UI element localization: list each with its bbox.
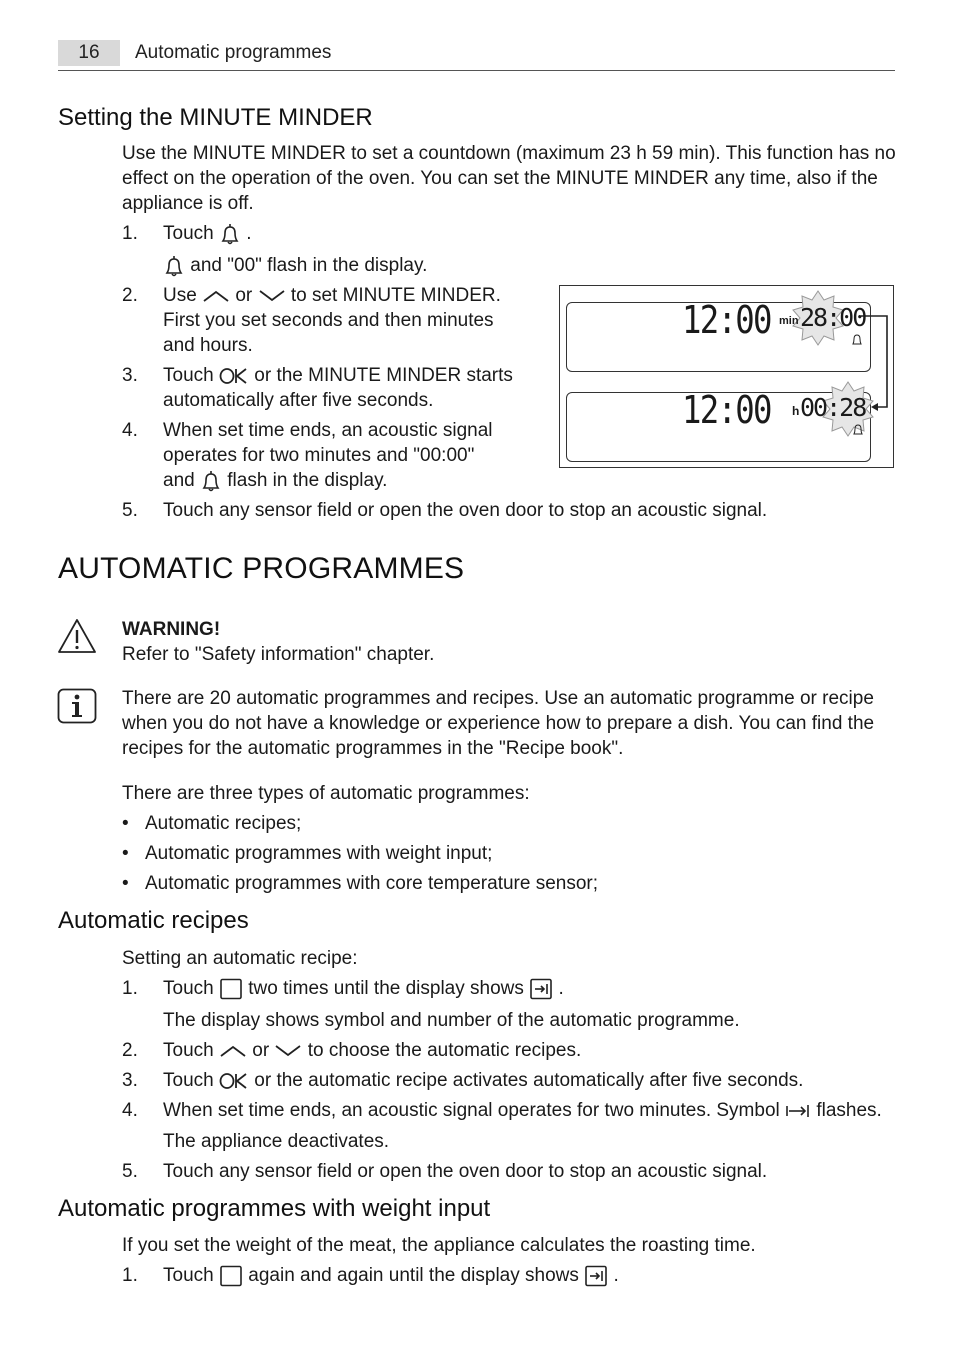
recipes-intro: Setting an automatic recipe: <box>122 948 358 969</box>
countdown-readout: 28:00 <box>800 303 866 332</box>
info-text-1: There are 20 automatic programmes and recipes. Use an automatic programme or recipe <box>122 688 874 709</box>
minute-minder-heading: Setting the MINUTE MINDER <box>58 104 373 131</box>
warning-label: WARNING! <box>122 619 221 640</box>
warning-icon <box>57 618 97 659</box>
step-number: 3. <box>122 1070 138 1091</box>
list-item-line: automatically after five seconds. <box>163 390 434 411</box>
list-item-line: First you set seconds and then minutes <box>163 310 494 331</box>
step-number: 5. <box>122 1161 138 1182</box>
list-item-line: and hours. <box>163 335 253 356</box>
step-number: 4. <box>122 420 138 441</box>
unit-label: h <box>792 404 800 418</box>
list-item-detail: The display shows symbol and number of the automatic programme. <box>163 1010 740 1031</box>
bullet-item: • Automatic programmes with weight input; <box>122 843 493 864</box>
list-item: Touch or to choose the automatic recipes. <box>163 1040 582 1061</box>
types-intro: There are three types of automatic programmes: <box>122 783 530 804</box>
step-number: 4. <box>122 1100 138 1121</box>
page-number: 16 <box>58 40 120 66</box>
down-arrow-icon <box>258 289 286 303</box>
list-item-line: When set time ends, an acoustic signal <box>163 420 493 441</box>
warning-text: Refer to "Safety information" chapter. <box>122 644 435 665</box>
list-item: Touch or the MINUTE MINDER starts <box>163 365 513 386</box>
minute-minder-intro-2: effect on the operation of the oven. You can set the MINUTE MINDER any time, also if the <box>122 168 878 189</box>
running-header: Automatic programmes <box>135 42 332 63</box>
step-number: 1. <box>122 978 138 999</box>
bullet-item: • Automatic programmes with core temperature sensor; <box>122 873 599 894</box>
step-number: 2. <box>122 285 138 306</box>
programme-end-icon <box>785 1103 811 1119</box>
minute-minder-intro-1: Use the MINUTE MINDER to set a countdown (maximum 23 h 59 min). This function has no <box>122 143 896 164</box>
step-number: 2. <box>122 1040 138 1061</box>
programme-icon <box>529 978 553 1000</box>
list-item-detail: and "00" flash in the display. <box>163 253 427 278</box>
step-number: 1. <box>122 223 138 244</box>
header-rule <box>58 70 895 71</box>
weight-input-heading: Automatic programmes with weight input <box>58 1195 491 1222</box>
bell-icon <box>219 222 241 246</box>
list-item-line: operates for two minutes and "00:00" <box>163 445 475 466</box>
up-arrow-icon <box>202 289 230 303</box>
list-item: Touch any sensor field or open the oven door to stop an acoustic signal. <box>163 500 768 521</box>
list-item: When set time ends, an acoustic signal operates for two minutes. Symbol flashes. <box>163 1100 882 1121</box>
programme-icon <box>584 1265 608 1287</box>
display-illustration <box>559 285 894 468</box>
info-text-2: when you do not have a knowledge or experience how to prepare a dish. You can find the <box>122 713 875 734</box>
info-text-3: recipes for the automatic programmes in the "Recipe book". <box>122 738 624 759</box>
bullet-item: • Automatic recipes; <box>122 813 302 834</box>
bell-icon <box>200 469 222 493</box>
clock-readout: 12:00 <box>682 298 771 342</box>
unit-label: min <box>779 315 799 327</box>
list-item: Touch any sensor field or open the oven door to stop an acoustic signal. <box>163 1161 768 1182</box>
list-item: Touch again and again until the display shows . <box>163 1265 619 1286</box>
list-item: Touch or the automatic recipe activates automatically after five seconds. <box>163 1070 804 1091</box>
square-button-icon <box>219 978 243 1000</box>
list-item-line: and flash in the display. <box>163 470 388 491</box>
clock-readout: 12:00 <box>682 388 771 432</box>
down-arrow-icon <box>274 1044 302 1058</box>
bell-icon <box>163 254 185 278</box>
list-item: Touch two times until the display shows . <box>163 978 564 999</box>
step-number: 1. <box>122 1265 138 1286</box>
section-heading: AUTOMATIC PROGRAMMES <box>58 552 465 585</box>
automatic-recipes-heading: Automatic recipes <box>58 907 249 934</box>
weight-intro: If you set the weight of the meat, the appliance calculates the roasting time. <box>122 1235 756 1256</box>
up-arrow-icon <box>219 1044 247 1058</box>
step-number: 3. <box>122 365 138 386</box>
minute-minder-intro-3: appliance is off. <box>122 193 254 214</box>
ok-icon <box>219 367 249 385</box>
square-button-icon <box>219 1265 243 1287</box>
countdown-readout: 00:28 <box>800 393 866 422</box>
list-item: Touch . <box>163 223 252 244</box>
list-item: Use or to set MINUTE MINDER. <box>163 285 501 306</box>
step-number: 5. <box>122 500 138 521</box>
ok-icon <box>219 1072 249 1090</box>
list-item-detail: The appliance deactivates. <box>163 1131 390 1152</box>
info-icon <box>57 688 97 729</box>
